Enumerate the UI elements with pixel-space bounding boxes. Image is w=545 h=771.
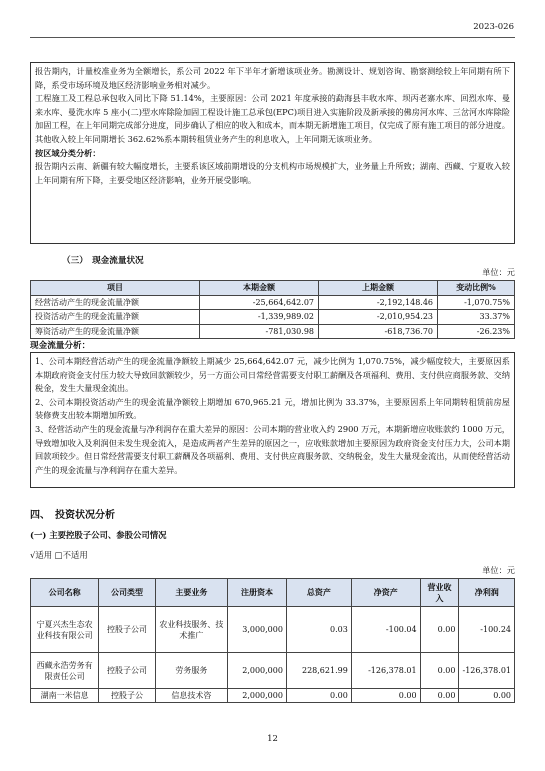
column-header: 公司名称 (31, 579, 99, 607)
column-header: 上期金额 (319, 281, 438, 296)
table-row (31, 310, 515, 325)
table-cell: 控股子公司 (99, 607, 155, 653)
table-cell: 0.00 (420, 607, 459, 653)
region-analysis-text: 报告期内云南、新疆有较大幅度增长，主要系该区域前期增设的分支机构市场规模扩大，业务量上升所致；湖南、西藏、宁夏收入较上年同期有所下降，主要受地区经济影响，业务开展受影响。 (35, 161, 510, 185)
table-header-row (31, 281, 515, 296)
table-cell: -100.24 (459, 607, 515, 653)
table-cell: 宁夏兴杰生态农业科技有限公司 (31, 607, 99, 653)
table-cell: 3,000,000 (228, 607, 287, 653)
subsidiary-subheading: (一) 主要控股子公司、参股公司情况 (30, 530, 167, 540)
cashflow-analysis-para-1: 1、公司本期经营活动产生的现金流量净额较上期减少 25,664,642.07 元，减少比例为 1,070.75%，减少幅度较大，主要原因系本期政府资金支付压力较大导致回款额较少，另一方面公司日常经营需要支付职工薪酬及各项福利、费用、支付供应商服务款、交纳税金，发生大量现金流出。 (35, 356, 510, 394)
table-cell: -100.04 (351, 607, 420, 653)
table-cell: 控股子公 (99, 689, 155, 703)
table-cell: 筹资活动产生的现金流量净额 (31, 324, 200, 339)
table-row (31, 324, 515, 339)
column-header: 公司类型 (99, 579, 155, 607)
table-cell: 控股子公司 (99, 653, 155, 689)
table-cell: 0.00 (420, 689, 459, 703)
table-cell: 信息技术咨 (155, 689, 227, 703)
cashflow-analysis-para-3: 3、经营活动产生的现金流量与净利润存在重大差异的原因：公司本期的营业收入约 2900 万元，本期新增应收账款约 1000 万元，导致增加收入及利润但未发生现金流入，是造成两者产生差异的原因之一，应收账款增加主要原因为政府资金支付压力大，公司本期回款项较少。但日常经营需要支付职工薪酬及各项福利、费用、支付供应商服务款、交纳税金，发生大量现金流出，从而使经营活动产生的现金流量与净利润存在重大差异。 (35, 423, 510, 475)
table-cell: -2,010,954.23 (319, 310, 438, 325)
table-cell: -1,339,989.02 (200, 310, 319, 325)
region-analysis-title: 按区域分类分析： (35, 147, 101, 158)
table-cell: 33.37% (438, 310, 515, 325)
subsidiary-unit: 单位：元 (482, 565, 515, 575)
table-header-row (31, 579, 515, 607)
table-cell: -126,378.01 (459, 653, 515, 689)
column-header: 净资产 (351, 579, 420, 607)
cashflow-analysis-box (30, 352, 515, 488)
table-cell: 2,000,000 (228, 653, 287, 689)
table-cell: -2,192,148.46 (319, 295, 438, 310)
table-cell: 0.00 (351, 689, 420, 703)
income-analysis-box (30, 62, 515, 244)
table-row (31, 689, 515, 703)
table-cell: 0.03 (286, 607, 351, 653)
income-para-3: 其他收入较上年同期增长 362.62%系本期转租赁业务产生的利息收入，上年同期无该项业务。 (35, 133, 377, 144)
income-para-1: 报告期内，计量校准业务为全额增长，系公司 2022 年下半年才新增该项业务。勘测设计、规划咨询、勘察测绘较上年同期有所下降，系受市场环境及地区经济影响业务相对减少。 (35, 66, 510, 90)
cashflow-table (30, 280, 515, 339)
table-cell: -781,030.98 (200, 324, 319, 339)
header-rule (30, 37, 515, 38)
income-para-2: 工程施工及工程总承包收入同比下降 51.14%，主要原因：公司 2021 年度承接的勐海县丰收水库、坝丙老寨水库、回烈水库、曼来水库、曼洗水库 5 座小(二)型水库除险加固工程设计施工总承包(EPC)项目进入实施阶段及新承接的佛房河水库、三岔河水库除险加固工程，在上年同期完成部分进度，同步确认了相应的收入和成本，而本期无新增施工项目，仅完成了原有施工项目的部分进度。 (35, 93, 510, 131)
table-cell: 西藏永浩劳务有限责任公司 (31, 653, 99, 689)
table-cell: -618,736.70 (319, 324, 438, 339)
table-cell: 劳务服务 (155, 653, 227, 689)
table-cell: 农业科技服务、技术推广 (155, 607, 227, 653)
column-header: 本期金额 (200, 281, 319, 296)
applicability-checkbox-line: √适用 □不适用 (30, 550, 88, 560)
table-cell: 0.00 (420, 653, 459, 689)
column-header: 净利润 (459, 579, 515, 607)
table-cell: 0.00 (459, 689, 515, 703)
table-cell: -126,378.01 (351, 653, 420, 689)
table-cell: -26.23% (438, 324, 515, 339)
table-cell: 228,621.99 (286, 653, 351, 689)
column-header: 总资产 (286, 579, 351, 607)
cashflow-analysis-para-2: 2、公司本期投资活动产生的现金流量净额较上期增加 670,965.21 元，增加比例为 33.37%，主要原因系上年同期转租赁前房屋装修费支出较本期增加所致。 (35, 396, 510, 421)
table-cell: 经营活动产生的现金流量净额 (31, 295, 200, 310)
page-number: 12 (267, 734, 278, 744)
column-header: 变动比例% (438, 281, 515, 296)
table-cell: 湖南一米信息 (31, 689, 99, 703)
cashflow-heading: （三） 现金流量状况 (62, 256, 144, 266)
column-header: 注册资本 (228, 579, 287, 607)
section-four-title: 四、 投资状况分析 (30, 510, 115, 521)
cashflow-unit: 单位：元 (482, 267, 515, 277)
table-cell: -1,070.75% (438, 295, 515, 310)
column-header: 主要业务 (155, 579, 227, 607)
column-header: 营业收入 (420, 579, 459, 607)
column-header: 项目 (31, 281, 200, 296)
table-cell: 0.00 (286, 689, 351, 703)
table-row (31, 607, 515, 653)
table-cell: 2,000,000 (228, 689, 287, 703)
subsidiary-table (30, 578, 515, 703)
table-cell: -25,664,642.07 (200, 295, 319, 310)
table-row (31, 295, 515, 310)
document-number: 2023-026 (473, 22, 514, 32)
cashflow-analysis-title: 现金流量分析： (30, 341, 91, 351)
table-row (31, 653, 515, 689)
table-cell: 投资活动产生的现金流量净额 (31, 310, 200, 325)
